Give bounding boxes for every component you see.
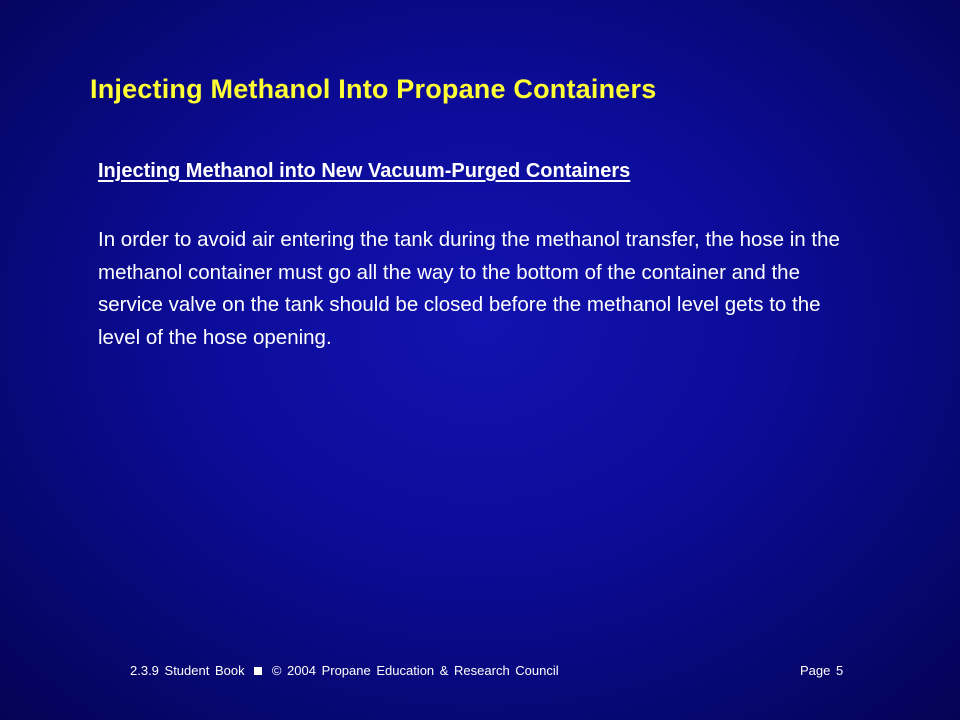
body-paragraph: In order to avoid air entering the tank during the methanol transfer, the hose in the methanol container must go all the way to the bottom of the container and the service valve on the tank should be closed before the methanol level gets to the level of the hose opening. — [98, 228, 840, 349]
footer-book-label: 2.3.9 Student Book — [130, 663, 245, 678]
slide-title: Injecting Methanol Into Propane Containers — [90, 74, 657, 104]
square-bullet-icon — [254, 667, 262, 675]
footer — [130, 663, 559, 678]
footer-copyright: © 2004 Propane Education & Research Council — [271, 663, 559, 678]
page-number: Page 5 — [800, 663, 844, 678]
section-heading: Injecting Methanol into New Vacuum-Purged Containers — [98, 160, 631, 182]
